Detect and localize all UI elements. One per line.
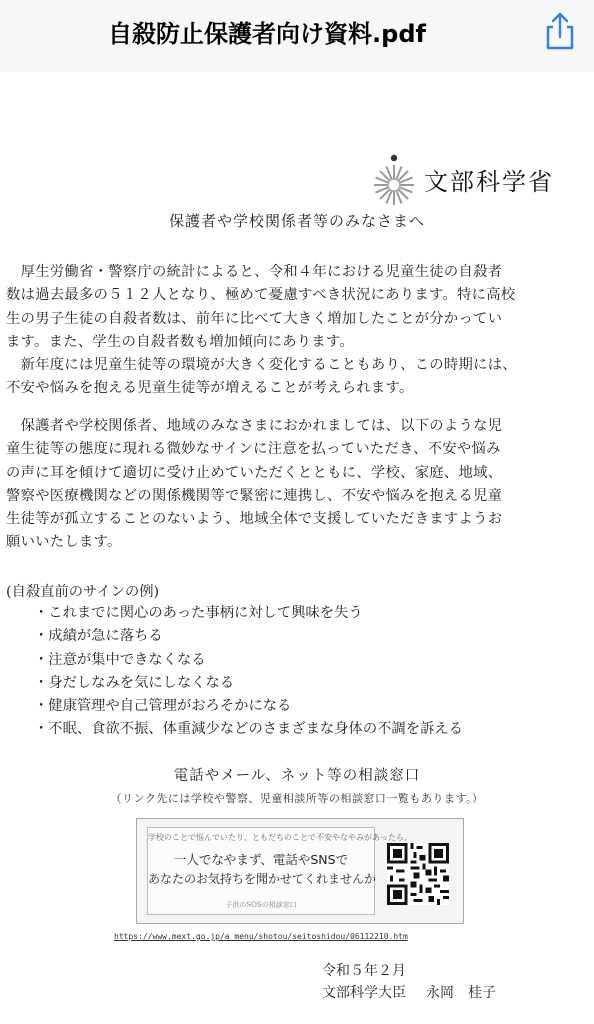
paragraph-line: 保護者や学校関係者、地域のみなさまにおかれましては、以下のような児	[6, 418, 503, 434]
minister-name: 永岡 桂子	[426, 985, 496, 1001]
list-item: ・これまでに関心のあった事柄に対して興味を失う	[34, 605, 363, 621]
paragraph-statistics	[6, 261, 588, 401]
paragraph-line: 生の男子生徒の自殺者数は、前年に比べて大きく増加したことが分かってい	[6, 310, 503, 327]
consult-heading: 電話やメール、ネット等の相談窓口	[173, 768, 421, 784]
signature-date: 令和５年２月	[322, 963, 406, 979]
paragraph-request	[6, 415, 588, 555]
list-item: ・注意が集中できなくなる	[34, 651, 206, 668]
share-icon	[542, 10, 578, 52]
paragraph-line: 生徒等が孤立することのないよう、地域全体で支援していただきますようお	[6, 511, 503, 528]
list-item: ・身だしなみを気にしなくなる	[34, 674, 235, 691]
paragraph-line: ます。また、学生の自殺者数も増加傾向にあります。	[6, 333, 355, 350]
signs-heading: (自殺直前のサインの例)	[6, 584, 160, 600]
document-title: 自殺防止保護者向け資料.pdf	[108, 20, 426, 48]
ministry-emblem-icon	[372, 154, 424, 210]
paragraph-line: 厚生労働省・警察庁の統計によると、令和４年における児童生徒の自殺者	[6, 264, 503, 280]
paragraph-line: 数は過去最多の５１２人となり、極めて憂慮すべき状況にあります。特に高校	[6, 287, 516, 304]
consult-banner[interactable]	[136, 818, 464, 924]
greeting-heading: 保護者や学校関係者等のみなさまへ	[168, 212, 425, 230]
paragraph-line: 警察や医療機関などの関係機関等で緊密に連携し、不安や悩みを抱える児童	[6, 487, 503, 504]
banner-footer: 子供のSOSの相談窓口	[225, 901, 297, 909]
banner-caption: 学校のことで悩んでいたり、ともだちのことで不安やなやみがあったら、	[148, 833, 412, 842]
banner-message-box	[147, 827, 412, 915]
share-button[interactable]	[542, 10, 578, 52]
paragraph-line: 新年度には児童生徒等の環境が大きく変化することもあり、この時期には、	[6, 357, 517, 374]
ministry-logo	[372, 154, 552, 210]
qr-code-icon[interactable]	[387, 843, 449, 905]
banner-subline: あなたのお気持ちを聞かせてくれませんか	[148, 872, 377, 886]
ministry-name: 文部科学省	[424, 168, 554, 196]
paragraph-line: 不安や悩みを抱える児童生徒等が増えることが考えられます。	[6, 380, 414, 397]
consult-url-link[interactable]: https://www.mext.go.jp/a_menu/shotou/seitoshidou/06112210.htm	[114, 932, 408, 941]
paragraph-line: 願いいたします。	[6, 534, 122, 551]
title-bar	[0, 0, 594, 73]
consult-note: （リンク先には学校や警察、児童相談所等の相談窓口一覧もあります。）	[110, 792, 484, 805]
minister-title: 文部科学大臣	[322, 985, 406, 1001]
list-item: ・成績が急に落ちる	[34, 628, 163, 645]
list-item: ・健康管理や自己管理がおろそかになる	[34, 698, 292, 715]
paragraph-line: 童生徒等の態度に現れる微妙なサインに注意を払っていただき、不安や悩み	[6, 441, 501, 458]
paragraph-line: の声に耳を傾けて適切に受け止めていただくとともに、学校、家庭、地域、	[6, 464, 503, 481]
list-item: ・不眠、食欲不振、体重減少などのさまざまな身体の不調を訴える	[34, 721, 463, 738]
signs-list	[34, 602, 463, 742]
banner-headline: 一人でなやまず、電話やSNSで	[173, 852, 349, 867]
